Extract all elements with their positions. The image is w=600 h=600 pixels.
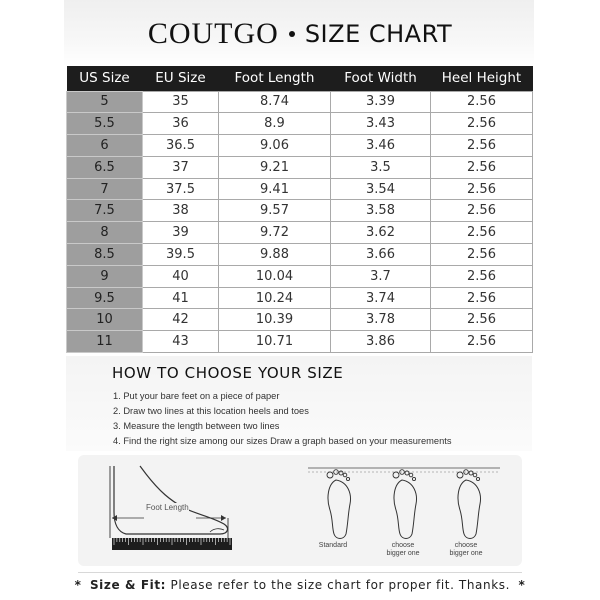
page-title — [0, 14, 600, 54]
table-cell: 3.54 — [331, 178, 431, 200]
table-cell: 38 — [143, 200, 219, 222]
footprint-caption: Standard — [318, 542, 348, 549]
table-cell: 3.39 — [331, 91, 431, 113]
table-cell: 3.62 — [331, 222, 431, 244]
table-row — [67, 287, 533, 309]
footer-star: * — [74, 578, 82, 592]
table-cell: 9.57 — [219, 200, 331, 222]
footprint-bigger-icon — [457, 470, 480, 539]
table-cell: 2.56 — [431, 113, 533, 135]
table-cell: 10.39 — [219, 309, 331, 331]
table-row — [67, 178, 533, 200]
table-cell: 10.71 — [219, 331, 331, 353]
howto-steps — [113, 389, 451, 449]
table-row — [67, 309, 533, 331]
table-cell: 8.74 — [219, 91, 331, 113]
foot-length-label: Foot Length — [146, 503, 189, 512]
table-cell: 3.86 — [331, 331, 431, 353]
footer-divider — [78, 572, 522, 573]
table-cell: 2.56 — [431, 135, 533, 157]
table-cell: 8.9 — [219, 113, 331, 135]
table-row — [67, 200, 533, 222]
footprint-caption: choose bigger one — [386, 542, 420, 557]
table-cell: 10.24 — [219, 287, 331, 309]
table-row — [67, 113, 533, 135]
table-cell: 3.78 — [331, 309, 431, 331]
table-cell: 2.56 — [431, 178, 533, 200]
title-separator-dot — [289, 31, 295, 37]
table-cell: 3.66 — [331, 244, 431, 266]
table-cell: 2.56 — [431, 156, 533, 178]
table-cell: 2.56 — [431, 309, 533, 331]
table-header-row — [67, 66, 533, 91]
table-cell: 2.56 — [431, 222, 533, 244]
table-cell: 5.5 — [67, 113, 143, 135]
table-cell: 3.7 — [331, 265, 431, 287]
table-cell: 9.88 — [219, 244, 331, 266]
footer-label: Size & Fit: — [89, 578, 167, 592]
table-cell: 7 — [67, 178, 143, 200]
table-cell: 9.5 — [67, 287, 143, 309]
table-cell: 37 — [143, 156, 219, 178]
size-fit-note — [0, 578, 600, 592]
table-cell: 7.5 — [67, 200, 143, 222]
table-cell: 35 — [143, 91, 219, 113]
table-cell: 9.72 — [219, 222, 331, 244]
howto-title: HOW TO CHOOSE YOUR SIZE — [112, 364, 344, 382]
table-body — [67, 91, 533, 353]
table-cell: 9.41 — [219, 178, 331, 200]
table-cell: 11 — [67, 331, 143, 353]
table-cell: 9.21 — [219, 156, 331, 178]
table-cell: 2.56 — [431, 200, 533, 222]
footer-star: * — [518, 578, 526, 592]
table-cell: 3.58 — [331, 200, 431, 222]
table-cell: 8 — [67, 222, 143, 244]
column-header-eu-size: EU Size — [143, 66, 219, 91]
table-cell: 9 — [67, 265, 143, 287]
table-cell: 39.5 — [143, 244, 219, 266]
table-cell: 2.56 — [431, 91, 533, 113]
table-cell: 36 — [143, 113, 219, 135]
column-header-foot-width: Foot Width — [331, 66, 431, 91]
table-cell: 37.5 — [143, 178, 219, 200]
column-header-us-size: US Size — [67, 66, 143, 91]
table-cell: 39 — [143, 222, 219, 244]
table-row — [67, 156, 533, 178]
footprint-caption: choose bigger one — [449, 542, 483, 557]
table-cell: 2.56 — [431, 244, 533, 266]
table-cell: 8.5 — [67, 244, 143, 266]
table-row — [67, 91, 533, 113]
size-table — [66, 66, 533, 353]
table-row — [67, 244, 533, 266]
table-cell: 43 — [143, 331, 219, 353]
table-cell: 3.46 — [331, 135, 431, 157]
howto-step: 4. Find the right size among our sizes Draw a graph based on your measurements — [113, 436, 452, 446]
table-row — [67, 331, 533, 353]
table-cell: 6 — [67, 135, 143, 157]
table-cell: 42 — [143, 309, 219, 331]
size-chart-heading: SIZE CHART — [304, 20, 453, 48]
table-cell: 9.06 — [219, 135, 331, 157]
table-cell: 2.56 — [431, 331, 533, 353]
table-row — [67, 222, 533, 244]
table-row — [67, 265, 533, 287]
brand-name: COUTGO — [147, 17, 279, 50]
table-cell: 6.5 — [67, 156, 143, 178]
table-cell: 36.5 — [143, 135, 219, 157]
table-cell: 3.5 — [331, 156, 431, 178]
table-cell: 2.56 — [431, 287, 533, 309]
howto-step: 2. Draw two lines at this location heels and toes — [113, 406, 309, 416]
table-cell: 41 — [143, 287, 219, 309]
footprint-bigger-icon — [393, 470, 416, 539]
table-cell: 10 — [67, 309, 143, 331]
table-row — [67, 135, 533, 157]
table-cell: 5 — [67, 91, 143, 113]
table-cell: 3.74 — [331, 287, 431, 309]
column-header-heel-height: Heel Height — [431, 66, 533, 91]
column-header-foot-length: Foot Length — [219, 66, 331, 91]
table-cell: 3.43 — [331, 113, 431, 135]
footprint-standard-icon — [327, 470, 350, 539]
table-cell: 10.04 — [219, 265, 331, 287]
table-cell: 2.56 — [431, 265, 533, 287]
howto-step: 3. Measure the length between two lines — [113, 421, 280, 431]
footer-text: Please refer to the size chart for proper fit. Thanks. — [170, 578, 511, 592]
howto-step: 1. Put your bare feet on a piece of paper — [113, 391, 280, 401]
table-cell: 40 — [143, 265, 219, 287]
